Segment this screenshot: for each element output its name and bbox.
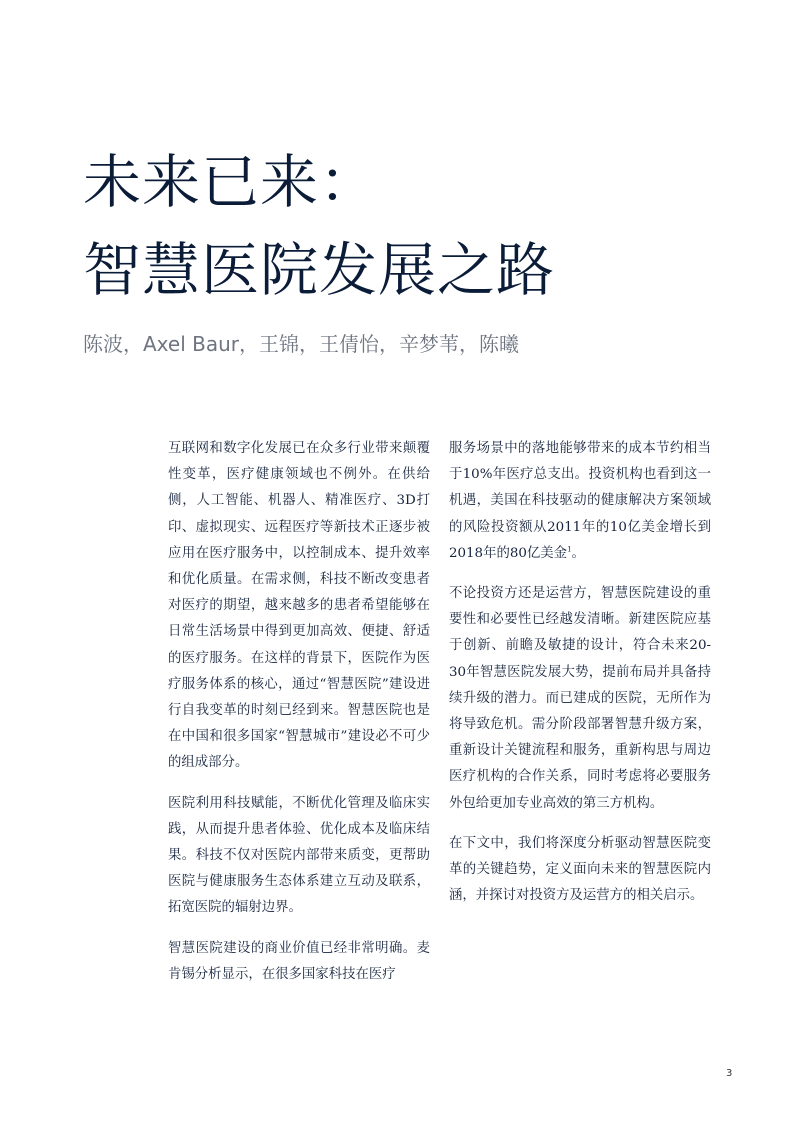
paragraph-investment-end: 。	[571, 545, 585, 561]
paragraph-investment-text: 服务场景中的落地能够带来的成本节约相当于10%年医疗总支出。投资机构也看到这一机遇，美国在科技驱动的健康解决方案领域的风险投资额从2011年的10亿美金增长到2018年的80亿美金	[449, 441, 711, 561]
paragraph-importance: 不论投资方还是运营方，智慧医院建设的重要性和必要性已经越发清晰。新建医院应基于创新、前瞻及敏捷的设计，符合未来20-30年智慧医院发展大势，提前布局并具备持续升级的潜力。而已建成的医院，无所作为将导致危机。需分阶段部署智慧升级方案，重新设计关键流程和服务，重新构思与周边医疗机构的合作关系，同时考虑将必要服务外包给更加专业高效的第三方机构。	[449, 586, 711, 811]
page-title	[83, 138, 555, 314]
page-number: 3	[726, 1068, 733, 1079]
paragraph-outline: 在下文中，我们将深度分析驱动智慧医院变革的关键趋势，定义面向未来的智慧医院内涵，并探讨对投资方及运营方的相关启示。	[449, 835, 711, 904]
left-text-column	[168, 436, 430, 1002]
right-text-column	[449, 436, 711, 923]
title-line-1: 未来已来：	[83, 148, 379, 216]
paragraph-business-value: 智慧医院建设的商业价值已经非常明确。麦肯锡分析显示，在很多国家科技在医疗	[168, 940, 430, 982]
footnote-marker: 1	[567, 545, 572, 554]
paragraph-intro: 互联网和数字化发展已在众多行业带来颠覆性变革，医疗健康领域也不例外。在供给侧，人工智能、机器人、精准医疗、3D打印、虚拟现实、远程医疗等新技术正逐步被应用在医疗服务中，以控制成本、提升效率和优化质量。在需求侧，科技不断改变患者对医疗的期望，越来越多的患者希望能够在日常生活场景中得到更加高效、便捷、舒适的医疗服务。在这样的背景下，医院作为医疗服务体系的核心，通过“智慧医院”建设进行自我变革的时刻已经到来。智慧医院也是在中国和很多国家“智慧城市”建设必不可少的组成部分。	[168, 441, 430, 771]
paragraph-investment	[449, 436, 711, 567]
title-line-2: 智慧医院发展之路	[83, 236, 556, 304]
author-list: 陈波，Axel Baur，王锦，王倩怡，辛梦苇，陈曦	[83, 332, 519, 356]
paragraph-technology: 医院利用科技赋能，不断优化管理及临床实践，从而提升患者体验、优化成本及临床结果。科技不仅对医院内部带来质变，更帮助医院与健康服务生态体系建立互动及联系，拓宽医院的辐射边界。	[168, 795, 430, 916]
